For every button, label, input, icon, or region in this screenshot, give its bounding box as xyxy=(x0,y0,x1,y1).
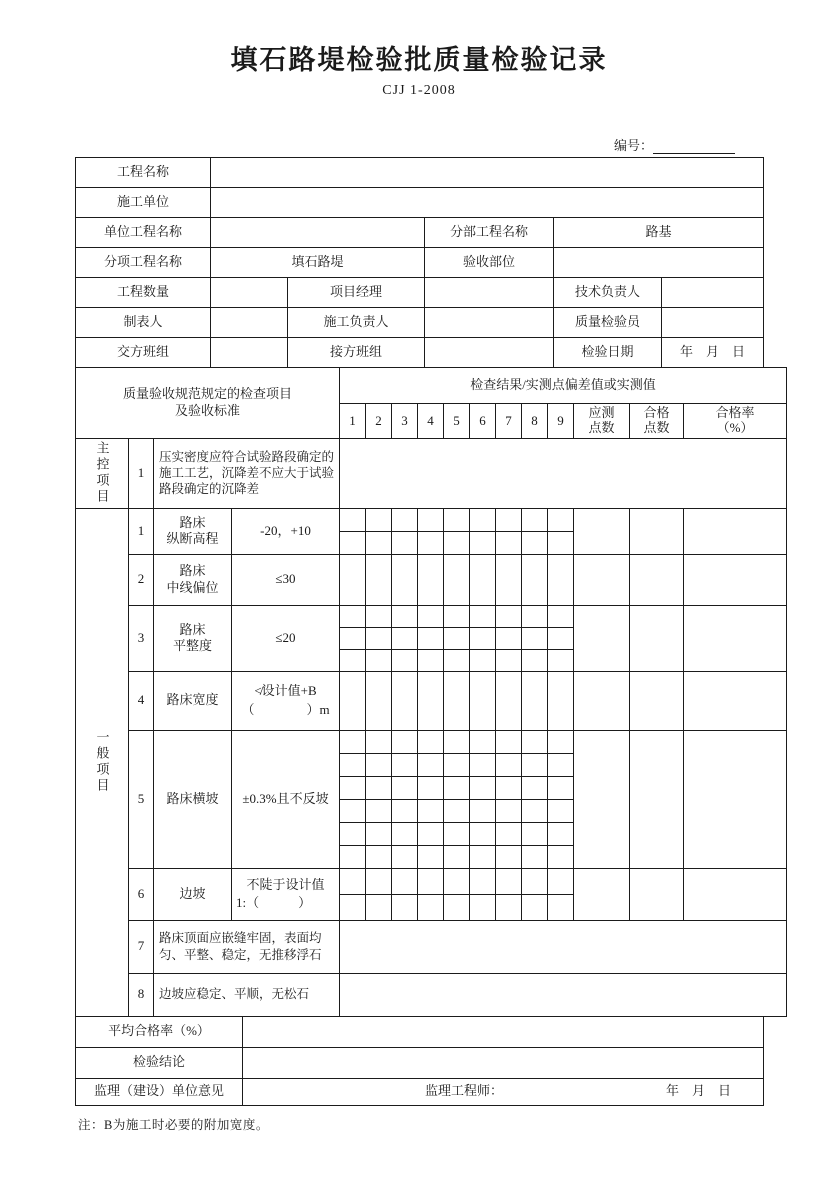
item-6-qualified-points[interactable] xyxy=(630,868,684,920)
measure-cell[interactable] xyxy=(470,776,496,799)
point-col-2: 2 xyxy=(366,403,392,438)
measure-cell[interactable] xyxy=(366,894,392,920)
measure-cell[interactable] xyxy=(392,753,418,776)
measure-cell[interactable] xyxy=(496,649,522,671)
measure-cell[interactable] xyxy=(418,845,444,868)
measure-cell[interactable] xyxy=(444,508,470,531)
measure-cell[interactable] xyxy=(522,822,548,845)
measure-cell[interactable] xyxy=(366,671,392,730)
measure-cell[interactable] xyxy=(418,894,444,920)
item-1-standard: -20，+10 xyxy=(232,508,340,554)
measure-cell[interactable] xyxy=(470,868,496,894)
measure-cell[interactable] xyxy=(444,531,470,554)
inspection-table xyxy=(75,367,787,1017)
item-8-no: 8 xyxy=(129,973,154,1016)
measure-cell[interactable] xyxy=(418,671,444,730)
handover-team-label: 交方班组 xyxy=(76,337,211,367)
measure-cell[interactable] xyxy=(496,799,522,822)
serial-number-row xyxy=(0,135,735,151)
item-3-measured-points[interactable] xyxy=(574,605,630,671)
measure-cell[interactable] xyxy=(392,799,418,822)
item-4-standard: ≮设计值+B （ ）m xyxy=(232,671,340,730)
project-name-value[interactable] xyxy=(211,157,764,187)
tabulator-label: 制表人 xyxy=(76,307,211,337)
item-5-measured-points[interactable] xyxy=(574,730,630,868)
item-5-name: 路床横坡 xyxy=(154,730,232,868)
supervisor-engineer-label: 监理工程师： xyxy=(425,1083,504,1099)
item-5-qualified-points[interactable] xyxy=(630,730,684,868)
project-name-label: 工程名称 xyxy=(76,157,211,187)
footnote: 注：B为施工时必要的附加宽度。 xyxy=(78,1117,269,1132)
point-col-8: 8 xyxy=(522,403,548,438)
item-2-measured-points[interactable] xyxy=(574,554,630,605)
division-project-value[interactable]: 路基 xyxy=(554,217,764,247)
conclusion-label: 检验结论 xyxy=(76,1047,243,1078)
measure-cell[interactable] xyxy=(496,605,522,627)
measure-cell[interactable] xyxy=(392,671,418,730)
measure-cell[interactable] xyxy=(392,730,418,753)
measure-cell[interactable] xyxy=(496,671,522,730)
qualified-points-header: 合格点数 xyxy=(630,403,684,438)
measure-cell[interactable] xyxy=(418,554,444,605)
measure-cell[interactable] xyxy=(340,799,366,822)
measure-cell[interactable] xyxy=(392,627,418,649)
item-1-measured-points[interactable] xyxy=(574,508,630,554)
measure-cell[interactable] xyxy=(496,868,522,894)
item-2-name: 路床 中线偏位 xyxy=(154,554,232,605)
tabulator-value[interactable] xyxy=(211,307,288,337)
measure-cell[interactable] xyxy=(548,508,574,531)
point-col-4: 4 xyxy=(418,403,444,438)
division-project-label: 分部工程名称 xyxy=(425,217,554,247)
item-1-pass-rate[interactable] xyxy=(684,508,787,554)
technical-director-label: 技术负责人 xyxy=(554,277,662,307)
item-7-criteria: 路床顶面应嵌缝牢固，表面均匀、平整、稳定，无推移浮石 xyxy=(154,920,340,973)
item-3-standard: ≤20 xyxy=(232,605,340,671)
measure-cell[interactable] xyxy=(444,822,470,845)
measure-cell[interactable] xyxy=(392,776,418,799)
measure-cell[interactable] xyxy=(392,822,418,845)
item-7-result-cell[interactable] xyxy=(340,920,787,973)
measure-cell[interactable] xyxy=(444,554,470,605)
measure-cell[interactable] xyxy=(392,554,418,605)
measure-cell[interactable] xyxy=(522,730,548,753)
measure-cell[interactable] xyxy=(444,845,470,868)
measure-cell[interactable] xyxy=(340,671,366,730)
measure-cell[interactable] xyxy=(366,845,392,868)
measure-cell[interactable] xyxy=(522,605,548,627)
measure-cell[interactable] xyxy=(444,730,470,753)
point-col-1: 1 xyxy=(340,403,366,438)
measure-cell[interactable] xyxy=(496,753,522,776)
quality-inspector-value[interactable] xyxy=(662,307,764,337)
measure-cell[interactable] xyxy=(340,894,366,920)
measure-cell[interactable] xyxy=(418,868,444,894)
measure-cell[interactable] xyxy=(392,605,418,627)
item-6-name: 边坡 xyxy=(154,868,232,920)
standard-code: CJJ 1-2008 xyxy=(382,82,456,98)
measure-cell[interactable] xyxy=(418,508,444,531)
measure-cell[interactable] xyxy=(444,894,470,920)
measure-cell[interactable] xyxy=(366,554,392,605)
sub-project-value[interactable]: 填石路堤 xyxy=(211,247,425,277)
project-manager-label: 项目经理 xyxy=(288,277,425,307)
measure-cell[interactable] xyxy=(548,554,574,605)
measure-cell[interactable] xyxy=(392,868,418,894)
point-col-9: 9 xyxy=(548,403,574,438)
measure-cell[interactable] xyxy=(340,508,366,531)
measure-cell[interactable] xyxy=(366,605,392,627)
measure-cell[interactable] xyxy=(392,508,418,531)
general-group-label: 一般项目 xyxy=(76,508,129,1016)
measure-cell[interactable] xyxy=(522,649,548,671)
item-2-pass-rate[interactable] xyxy=(684,554,787,605)
item-6-standard: 不陡于设计值 1:（ ） xyxy=(232,868,340,920)
point-col-3: 3 xyxy=(392,403,418,438)
item-3-qualified-points[interactable] xyxy=(630,605,684,671)
supervisor-opinion-label: 监理（建设）单位意见 xyxy=(76,1078,243,1105)
measure-cell[interactable] xyxy=(522,531,548,554)
measure-cell[interactable] xyxy=(548,894,574,920)
measure-cell[interactable] xyxy=(496,627,522,649)
item-4-no: 4 xyxy=(129,671,154,730)
measure-cell[interactable] xyxy=(366,822,392,845)
unit-project-value[interactable] xyxy=(211,217,425,247)
inspection-date-value[interactable]: 年 月 日 xyxy=(662,337,764,367)
item-2-qualified-points[interactable] xyxy=(630,554,684,605)
measure-cell[interactable] xyxy=(366,868,392,894)
item-5-standard: ±0.3%且不反坡 xyxy=(232,730,340,868)
measure-cell[interactable] xyxy=(470,554,496,605)
dominant-group-label: 主控项目 xyxy=(76,438,129,508)
item-5-no: 5 xyxy=(129,730,154,868)
item-6-measured-points[interactable] xyxy=(574,868,630,920)
item-8-criteria: 边坡应稳定、平顺，无松石 xyxy=(154,973,340,1016)
measure-cell[interactable] xyxy=(470,627,496,649)
measure-cell[interactable] xyxy=(392,649,418,671)
measure-cell[interactable] xyxy=(496,508,522,531)
measure-cell[interactable] xyxy=(470,822,496,845)
measure-cell[interactable] xyxy=(548,822,574,845)
measure-cell[interactable] xyxy=(548,799,574,822)
item-1-qualified-points[interactable] xyxy=(630,508,684,554)
item-4-name: 路床宽度 xyxy=(154,671,232,730)
measure-cell[interactable] xyxy=(548,753,574,776)
measure-cell[interactable] xyxy=(470,894,496,920)
measure-cell[interactable] xyxy=(444,605,470,627)
measure-cell[interactable] xyxy=(522,508,548,531)
page-title: 填石路堤检验批质量检验记录 xyxy=(230,45,608,75)
measure-cell[interactable] xyxy=(548,649,574,671)
avg-pass-rate-label: 平均合格率（%） xyxy=(76,1016,243,1047)
measure-cell[interactable] xyxy=(366,627,392,649)
criteria-header: 质量验收规范规定的检查项目 及验收标准 xyxy=(76,367,340,438)
inspection-date-label: 检验日期 xyxy=(554,337,662,367)
measure-cell[interactable] xyxy=(548,868,574,894)
point-col-5: 5 xyxy=(444,403,470,438)
measure-cell[interactable] xyxy=(444,776,470,799)
takeover-team-label: 接方班组 xyxy=(288,337,425,367)
item-1-name: 路床 纵断高程 xyxy=(154,508,232,554)
measure-cell[interactable] xyxy=(340,822,366,845)
measure-cell[interactable] xyxy=(496,776,522,799)
item-4-measured-points[interactable] xyxy=(574,671,630,730)
item-3-name: 路床 平整度 xyxy=(154,605,232,671)
measure-cell[interactable] xyxy=(418,531,444,554)
item-1-no: 1 xyxy=(129,508,154,554)
measure-cell[interactable] xyxy=(496,531,522,554)
measure-cell[interactable] xyxy=(340,649,366,671)
measure-cell[interactable] xyxy=(522,671,548,730)
measure-cell[interactable] xyxy=(444,799,470,822)
measure-cell[interactable] xyxy=(470,730,496,753)
construction-director-value[interactable] xyxy=(425,307,554,337)
acceptance-part-label: 验收部位 xyxy=(425,247,554,277)
quality-inspector-label: 质量检验员 xyxy=(554,307,662,337)
measure-cell[interactable] xyxy=(496,730,522,753)
measure-cell[interactable] xyxy=(548,776,574,799)
measure-cell[interactable] xyxy=(548,605,574,627)
measure-cell[interactable] xyxy=(418,799,444,822)
measure-cell[interactable] xyxy=(418,730,444,753)
measure-cell[interactable] xyxy=(392,845,418,868)
project-manager-value[interactable] xyxy=(425,277,554,307)
dominant-item-result-cell[interactable] xyxy=(340,438,787,508)
measure-cell[interactable] xyxy=(470,753,496,776)
measure-cell[interactable] xyxy=(470,605,496,627)
item-6-no: 6 xyxy=(129,868,154,920)
measure-cell[interactable] xyxy=(522,776,548,799)
item-2-no: 2 xyxy=(129,554,154,605)
point-col-7: 7 xyxy=(496,403,522,438)
measure-cell[interactable] xyxy=(366,730,392,753)
measure-cell[interactable] xyxy=(392,894,418,920)
measure-cell[interactable] xyxy=(496,822,522,845)
construction-unit-value[interactable] xyxy=(211,187,764,217)
conclusion-value[interactable] xyxy=(243,1047,764,1078)
measure-cell[interactable] xyxy=(340,868,366,894)
measure-cell[interactable] xyxy=(366,508,392,531)
measure-cell[interactable] xyxy=(548,845,574,868)
result-header: 检查结果/实测点偏差值或实测值 xyxy=(340,367,787,403)
measure-cell[interactable] xyxy=(418,753,444,776)
item-3-no: 3 xyxy=(129,605,154,671)
pass-rate-header: 合格率（%） xyxy=(684,403,787,438)
measure-cell[interactable] xyxy=(522,554,548,605)
takeover-team-value[interactable] xyxy=(425,337,554,367)
measure-cell[interactable] xyxy=(522,753,548,776)
item-4-qualified-points[interactable] xyxy=(630,671,684,730)
measure-cell[interactable] xyxy=(470,508,496,531)
measure-cell[interactable] xyxy=(340,554,366,605)
item-4-pass-rate[interactable] xyxy=(684,671,787,730)
avg-pass-rate-value[interactable] xyxy=(243,1016,764,1047)
measure-cell[interactable] xyxy=(418,605,444,627)
measure-cell[interactable] xyxy=(418,776,444,799)
measure-cell[interactable] xyxy=(340,845,366,868)
dominant-item-criteria: 压实密度应符合试验路段确定的施工工艺，沉降差不应大于试验路段确定的沉降差 xyxy=(154,438,340,508)
measure-cell[interactable] xyxy=(470,649,496,671)
measure-cell[interactable] xyxy=(548,730,574,753)
measure-cell[interactable] xyxy=(366,649,392,671)
measure-cell[interactable] xyxy=(470,671,496,730)
measure-cell[interactable] xyxy=(444,627,470,649)
quantity-value[interactable] xyxy=(211,277,288,307)
measure-cell[interactable] xyxy=(470,799,496,822)
item-7-no: 7 xyxy=(129,920,154,973)
dominant-item-no: 1 xyxy=(129,438,154,508)
footer-table xyxy=(75,1016,764,1106)
sub-project-label: 分项工程名称 xyxy=(76,247,211,277)
measure-cell[interactable] xyxy=(340,753,366,776)
measure-cell[interactable] xyxy=(496,894,522,920)
measure-cell[interactable] xyxy=(444,649,470,671)
measure-cell[interactable] xyxy=(444,671,470,730)
measure-cell[interactable] xyxy=(470,845,496,868)
supervisor-opinion-value[interactable] xyxy=(243,1078,764,1105)
measure-cell[interactable] xyxy=(548,671,574,730)
supervisor-date-placeholder: 年 月 日 xyxy=(665,1083,731,1099)
measure-cell[interactable] xyxy=(522,868,548,894)
acceptance-part-value[interactable] xyxy=(554,247,764,277)
measure-cell[interactable] xyxy=(548,531,574,554)
measure-cell[interactable] xyxy=(366,776,392,799)
measure-cell[interactable] xyxy=(340,605,366,627)
construction-unit-label: 施工单位 xyxy=(76,187,211,217)
item-8-result-cell[interactable] xyxy=(340,973,787,1016)
item-6-pass-rate[interactable] xyxy=(684,868,787,920)
item-5-pass-rate[interactable] xyxy=(684,730,787,868)
measure-cell[interactable] xyxy=(470,531,496,554)
measure-cell[interactable] xyxy=(522,894,548,920)
measure-cell[interactable] xyxy=(340,531,366,554)
construction-director-label: 施工负责人 xyxy=(288,307,425,337)
measure-cell[interactable] xyxy=(340,627,366,649)
handover-team-value[interactable] xyxy=(211,337,288,367)
technical-director-value[interactable] xyxy=(662,277,764,307)
measure-cell[interactable] xyxy=(418,822,444,845)
measure-cell[interactable] xyxy=(522,627,548,649)
measure-cell[interactable] xyxy=(522,799,548,822)
item-2-standard: ≤30 xyxy=(232,554,340,605)
measure-cell[interactable] xyxy=(392,531,418,554)
measured-points-header: 应测点数 xyxy=(574,403,630,438)
measure-cell[interactable] xyxy=(366,753,392,776)
measure-cell[interactable] xyxy=(340,730,366,753)
measure-cell[interactable] xyxy=(418,649,444,671)
measure-cell[interactable] xyxy=(366,799,392,822)
measure-cell[interactable] xyxy=(496,554,522,605)
serial-number-field[interactable] xyxy=(653,140,735,154)
point-col-6: 6 xyxy=(470,403,496,438)
item-3-pass-rate[interactable] xyxy=(684,605,787,671)
measure-cell[interactable] xyxy=(340,776,366,799)
quantity-label: 工程数量 xyxy=(76,277,211,307)
measure-cell[interactable] xyxy=(444,753,470,776)
info-table xyxy=(75,157,764,368)
measure-cell[interactable] xyxy=(366,531,392,554)
measure-cell[interactable] xyxy=(418,627,444,649)
measure-cell[interactable] xyxy=(496,845,522,868)
measure-cell[interactable] xyxy=(522,845,548,868)
measure-cell[interactable] xyxy=(444,868,470,894)
unit-project-label: 单位工程名称 xyxy=(76,217,211,247)
measure-cell[interactable] xyxy=(548,627,574,649)
serial-number-label: 编号： xyxy=(613,137,653,153)
